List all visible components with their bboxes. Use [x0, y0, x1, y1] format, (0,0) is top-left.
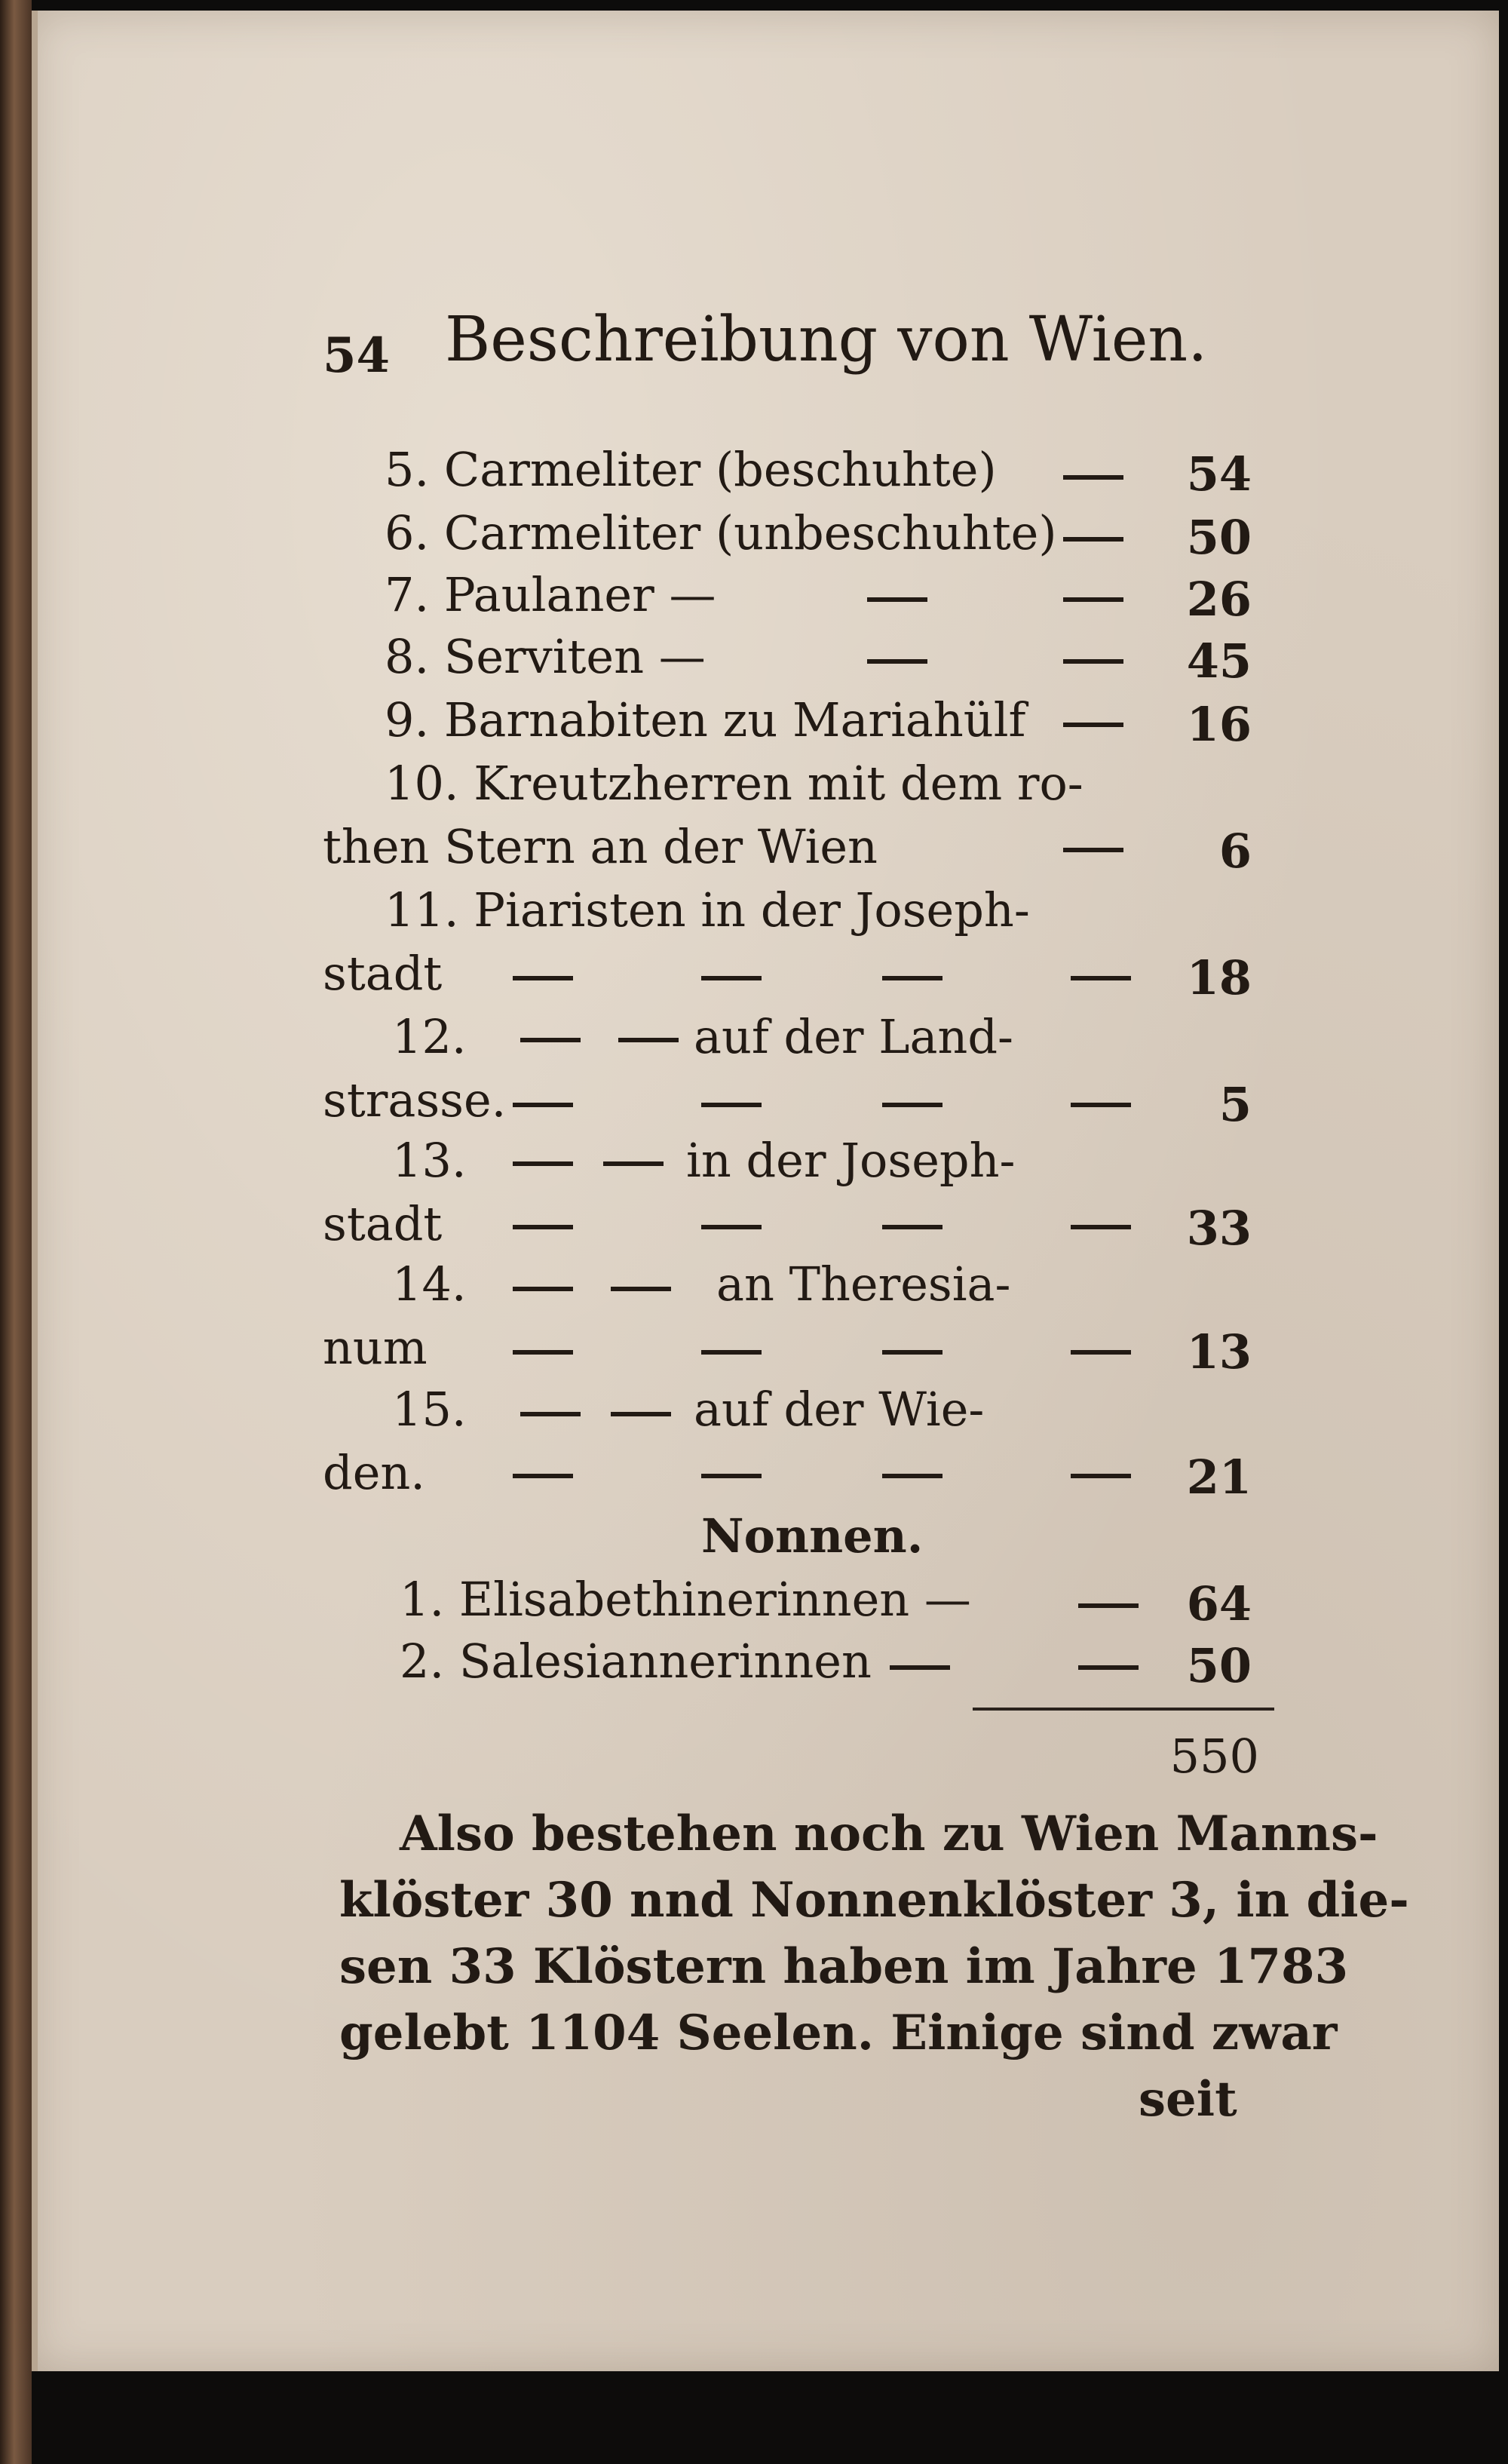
entry-13-label-line2: stadt: [323, 1196, 443, 1251]
entry-13-dash-b: [603, 1161, 664, 1166]
entry-7-dash-a: [867, 597, 927, 602]
nun-entry-2-value: 50: [1186, 1638, 1252, 1693]
entry-6-value: 50: [1186, 510, 1252, 565]
entry-14-dash-a: [513, 1287, 573, 1291]
entry-15-dash-d: [701, 1474, 762, 1478]
entry-10-value: 6: [1218, 824, 1252, 879]
paragraph-line-2: klöster 30 nnd Nonnenklöster 3, in die-: [339, 1872, 1409, 1929]
entry-11-dash-b: [701, 976, 762, 980]
entry-14-dash-c: [513, 1350, 573, 1355]
entry-15-label-line1: auf der Wie-: [694, 1382, 985, 1437]
sum-rule: [973, 1708, 1274, 1711]
entry-8-value: 45: [1186, 634, 1252, 689]
entry-14-label-line2: num: [323, 1320, 428, 1375]
entry-7-label: 7. Paulaner —: [385, 567, 716, 622]
entry-14-dash-d: [701, 1350, 762, 1355]
page-edge: [32, 11, 38, 2371]
entry-15-label-line2: den.: [323, 1445, 426, 1500]
page-number: 54: [323, 327, 391, 384]
entry-11-label-line1: 11. Piaristen in der Joseph-: [385, 882, 1030, 937]
nun-entry-1-label: 1. Elisabethinerinnen —: [400, 1572, 971, 1627]
nuns-heading: Nonnen.: [701, 1508, 924, 1563]
entry-15-dash-c: [513, 1474, 573, 1478]
nun-entry-2-dash-a: [890, 1665, 950, 1670]
entry-13-dash-f: [1071, 1225, 1131, 1229]
entry-15-dash-b: [611, 1412, 671, 1416]
entry-6-label: 6. Carmeliter (unbeschuhte): [385, 505, 1057, 560]
book-spine: [0, 0, 32, 2464]
entry-13-value: 33: [1186, 1201, 1252, 1256]
entry-12-dash-e: [882, 1103, 942, 1107]
entry-8-dash-a: [867, 659, 927, 664]
entry-14-label-line1: an Theresia-: [716, 1257, 1011, 1312]
entry-12-dash-a: [520, 1038, 581, 1042]
nun-entry-1-value: 64: [1186, 1576, 1252, 1631]
entry-12-dash-f: [1071, 1103, 1131, 1107]
entry-9-value: 16: [1186, 697, 1252, 752]
entry-13-dash-a: [513, 1161, 573, 1166]
entry-7-dash-b: [1063, 597, 1123, 602]
running-title: Beschreibung von Wien.: [445, 304, 1208, 376]
entry-8-label: 8. Serviten —: [385, 629, 706, 684]
entry-13-dash-e: [882, 1225, 942, 1229]
paragraph-line-4: gelebt 1104 Seelen. Einige sind zwar: [339, 2005, 1338, 2061]
entry-5-value: 54: [1186, 446, 1252, 502]
paragraph-line-1: Also bestehen noch zu Wien Manns-: [400, 1806, 1378, 1862]
entry-11-dash-a: [513, 976, 573, 980]
entry-15-value: 21: [1186, 1450, 1252, 1505]
entry-11-value: 18: [1186, 950, 1252, 1005]
entry-13-number: 13.: [392, 1133, 467, 1188]
entry-12-dash-d: [701, 1103, 762, 1107]
entry-9-dash: [1063, 723, 1123, 727]
entry-14-dash-f: [1071, 1350, 1131, 1355]
entry-14-value: 13: [1186, 1324, 1252, 1379]
entry-15-dash-e: [882, 1474, 942, 1478]
entry-15-number: 15.: [392, 1382, 467, 1437]
entry-13-dash-c: [513, 1225, 573, 1229]
entry-10-label-line1: 10. Kreutzherren mit dem ro-: [385, 756, 1083, 811]
entry-15-dash-a: [520, 1412, 581, 1416]
total-value: 550: [1169, 1729, 1259, 1784]
entry-12-number: 12.: [392, 1009, 467, 1064]
entry-8-dash-b: [1063, 659, 1123, 664]
entry-5-dash: [1063, 475, 1123, 480]
entry-11-dash-d: [1071, 976, 1131, 980]
entry-12-label-line2: strasse.: [323, 1072, 507, 1128]
entry-13-label-line1: in der Joseph-: [686, 1133, 1016, 1188]
entry-12-label-line1: auf der Land-: [694, 1009, 1013, 1064]
catchword: seit: [1139, 2071, 1237, 2128]
entry-14-dash-e: [882, 1350, 942, 1355]
nun-entry-2-label: 2. Salesiannerinnen: [400, 1634, 872, 1689]
entry-14-number: 14.: [392, 1257, 467, 1312]
entry-7-value: 26: [1186, 572, 1252, 627]
entry-12-dash-c: [513, 1103, 573, 1107]
entry-9-label: 9. Barnabiten zu Mariahülf: [385, 692, 1026, 747]
entry-10-label-line2: then Stern an der Wien: [323, 819, 878, 874]
entry-13-dash-d: [701, 1225, 762, 1229]
entry-5-label: 5. Carmeliter (beschuhte): [385, 442, 997, 497]
entry-15-dash-f: [1071, 1474, 1131, 1478]
entry-12-dash-b: [618, 1038, 679, 1042]
entry-11-label-line2: stadt: [323, 946, 443, 1001]
entry-12-value: 5: [1218, 1077, 1252, 1132]
paragraph-line-3: sen 33 Klöstern haben im Jahre 1783: [339, 1938, 1349, 1995]
entry-6-dash: [1063, 537, 1123, 542]
entry-11-dash-c: [882, 976, 942, 980]
entry-14-dash-b: [611, 1287, 671, 1291]
entry-10-dash: [1063, 848, 1123, 852]
